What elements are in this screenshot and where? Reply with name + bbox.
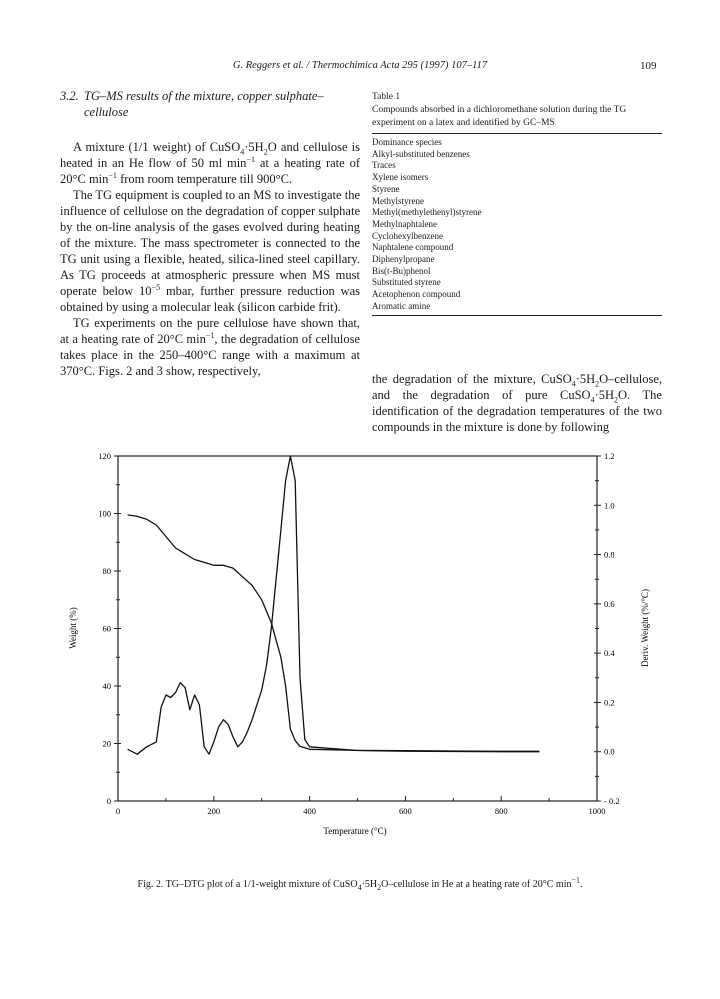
y2-tick-label: 0.2 xyxy=(604,697,615,708)
y2-tick-label: 1.0 xyxy=(604,500,615,511)
table-row: Cyclohexylbenzene xyxy=(372,230,443,241)
table-row: Styrene xyxy=(372,183,400,194)
section-title-line2: cellulose xyxy=(84,105,129,119)
y-tick-label: 20 xyxy=(102,738,111,749)
x-ticks xyxy=(116,796,606,816)
text-run: O–cellulose in He at a heating rate of 20°C min xyxy=(381,879,572,890)
subscript: 2 xyxy=(595,379,600,389)
table-row: Methylstyrene xyxy=(372,195,424,206)
text-run: ·5H xyxy=(575,372,596,386)
text-run: The TG equipment is coupled to an MS to investigate the influence of cellulose on the degradation of copper sulphate by the on-line analysis of the gases evolved during heating of the mixture. The mass spectrometer is connected to the TG unit using a flexible, heated, silica-lined steel capillary. As TG proceeds at atmospheric pressure when MS must operate below 10 xyxy=(60,188,360,298)
text-run: the degradation of the mixture, CuSO xyxy=(372,372,572,386)
running-head: G. Reggers et al. / Thermochimica Acta 295 (1997) 107–117 xyxy=(232,60,488,71)
subscript: 4 xyxy=(240,147,245,157)
table-row: Acetophenon compound xyxy=(372,289,461,300)
y-tick-label: 0 xyxy=(106,796,111,806)
table-row: Xylene isomers xyxy=(372,172,429,183)
text-run: at a heating rate of 20°C min xyxy=(60,156,360,186)
superscript: −1 xyxy=(108,170,117,180)
text-run: mbar, further pressure reduction was obtained by using a molecular leak (silicon carbide frit). xyxy=(60,284,360,314)
table-row: Substituted styrene xyxy=(372,277,441,288)
text-run: from room temperature till 900°C. xyxy=(116,172,293,186)
y2-tick-label: 0.0 xyxy=(604,746,615,757)
y-tick-label: 40 xyxy=(102,681,111,691)
subscript: 2 xyxy=(263,147,268,157)
text-run: ·5H xyxy=(361,879,378,890)
y-tick-label: 60 xyxy=(102,623,111,634)
table-row: Dominance species xyxy=(372,137,442,147)
y-tick-label: 100 xyxy=(98,508,111,519)
text-run: O–cellulose, and the degradation of pure CuSO xyxy=(372,372,662,402)
y-tick-label: 80 xyxy=(102,566,111,576)
dtg-derivative-line xyxy=(128,456,540,754)
table-caption: Compounds absorbed in a dichloromethane solution during the TG experiment on a latex and identified by GC–MS xyxy=(372,105,627,128)
table-row: Diphenylpropane xyxy=(372,254,435,265)
subscript: 2 xyxy=(614,395,619,405)
section-title-line1: TG–MS results of the mixture, copper sulphate– xyxy=(84,89,324,103)
page-number: 109 xyxy=(640,60,657,72)
superscript: −1 xyxy=(246,154,255,164)
table-row: Methylnaphtalene xyxy=(372,218,437,229)
superscript: −1 xyxy=(205,330,215,340)
subscript: 4 xyxy=(571,379,576,389)
series-group xyxy=(128,456,540,754)
y-axis-label: Weight (%) xyxy=(68,607,78,649)
table-row: Methyl(methylethenyl)styrene xyxy=(372,207,482,218)
text-run: O and cellulose is heated in an He flow of 50 ml min xyxy=(60,140,361,170)
text-run: A mixture (1/1 weight) of CuSO xyxy=(73,140,241,154)
y-tick-label: 120 xyxy=(98,451,111,461)
text-run: . xyxy=(580,879,583,890)
x-tick-label: 1000 xyxy=(588,806,606,816)
x-tick-label: 800 xyxy=(494,806,508,816)
figure-caption xyxy=(0,875,720,892)
x-axis-label: Temperature (°C) xyxy=(323,826,387,836)
table-row: Alkyl-substituted benzenes xyxy=(372,148,470,159)
y2-tick-label: 0.4 xyxy=(604,648,615,659)
text-run: O. The identification of the degradation temperatures of the two compounds in the mixture is done by following xyxy=(372,388,662,434)
text-run: TG experiments on the pure cellulose have shown that, at a heating rate of 20°C min xyxy=(60,316,360,346)
tg-weight-line xyxy=(128,515,540,751)
subscript: 4 xyxy=(357,883,362,892)
superscript: −5 xyxy=(151,282,161,292)
table-row: Traces xyxy=(372,160,396,171)
x-tick-label: 200 xyxy=(207,806,221,816)
superscript: −1 xyxy=(571,875,580,885)
y2-tick-label: 0.6 xyxy=(604,598,615,609)
subscript: 2 xyxy=(377,883,382,892)
table-row: Aromatic amine xyxy=(372,300,431,311)
table-row: Bis(t-Bu)phenol xyxy=(372,265,431,276)
y2-tick-label: - 0.2 xyxy=(604,796,620,806)
plot-frame xyxy=(118,456,597,801)
y2-tick-label: 0.8 xyxy=(604,549,615,560)
text-run: ·5H xyxy=(594,388,615,402)
x-tick-label: 0 xyxy=(115,806,121,816)
y2-axis-label: Deriv. Weight (%/°C) xyxy=(640,589,650,667)
text-run: Fig. 2. TG–DTG plot of a 1/1-weight mixture of CuSO xyxy=(137,879,358,890)
y2-tick-label: 1.2 xyxy=(604,451,615,461)
x-tick-label: 400 xyxy=(303,806,316,816)
section-number: 3.2. xyxy=(60,89,79,103)
x-tick-label: 600 xyxy=(399,806,412,816)
table-label: Table 1 xyxy=(372,92,401,102)
subscript: 4 xyxy=(590,395,595,405)
table-row: Naphtalene compound xyxy=(372,242,454,253)
y2-ticks xyxy=(594,451,620,806)
text-run: , the degradation of cellulose takes place in the 250–400°C range with a maximum at 370°C. Figs. 2 and 3 show, respectively, xyxy=(60,332,360,378)
text-run: ·5H xyxy=(244,140,264,154)
